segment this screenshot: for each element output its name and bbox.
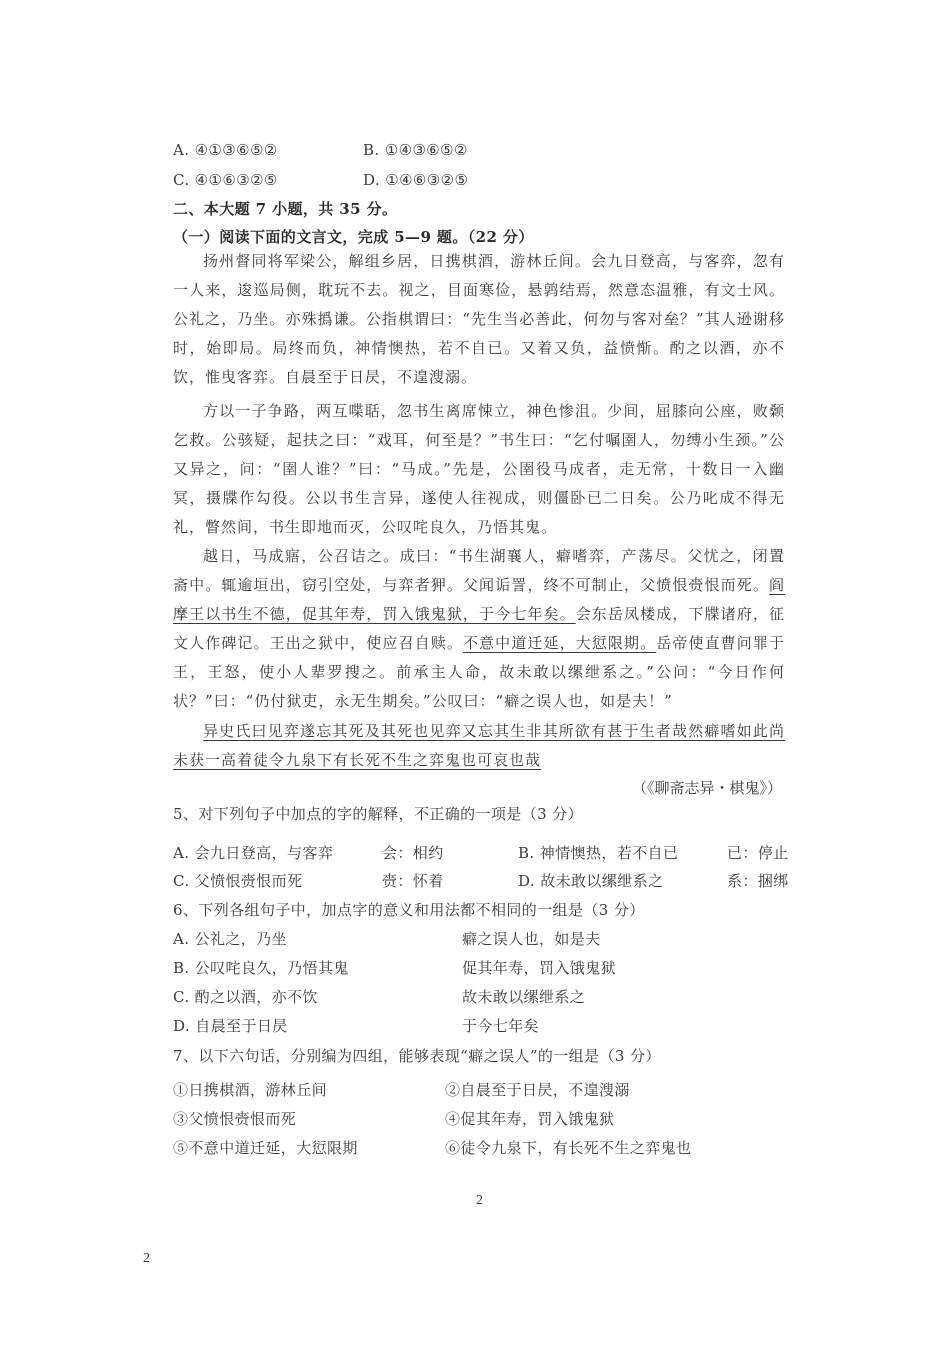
q7-item-2: ②自晨至于日昃，不遑溲溺 [445, 1081, 630, 1099]
footer-number: 2 [143, 1251, 150, 1266]
q6-option-d-right: 于今七年矣 [462, 1017, 540, 1035]
q7-item-3: ③父愤恨赍恨而死 [173, 1110, 297, 1128]
q6-option-a-right: 癖之误人也，如是夫 [462, 930, 601, 948]
passage-p3-text-a: 越日，马成寤，公召诘之。成曰：“书生湖襄人，癖嗜弈，产荡尽。父忧之，闭置斋中。辄逾垣出，窃引空处，与弈者狎。父闻诟詈，终不可制止，父愤恨赍恨而死。 [173, 547, 785, 594]
q6-option-c-right: 故未敢以缧绁系之 [462, 988, 586, 1006]
q5-option-a-sentence: A. 会九日登高，与客弈 [173, 844, 334, 862]
q6-option-c-left: C. 酌之以酒，亦不饮 [173, 988, 318, 1006]
section2-title: 二、本大题 7 小题，共 35 分。 [173, 200, 398, 218]
q6-option-a-left: A. 公礼之，乃坐 [173, 930, 287, 948]
q5-option-c-explanation: 赍：怀着 [382, 872, 444, 890]
q5-option-b-sentence: B. 神情懊热，若不自已 [518, 844, 679, 862]
q7-item-4: ④促其年寿，罚入饿鬼狱 [445, 1110, 615, 1128]
q6-stem: 6、下列各组句子中，加点字的意义和用法都不相同的一组是（3 分） [173, 901, 645, 919]
subsection1-title: （一）阅读下面的文言文，完成 5—9 题。（22 分） [173, 228, 534, 246]
q5-option-b-explanation: 已：停止 [727, 844, 789, 862]
q5-option-d-sentence: D. 故未敢以缧绁系之 [518, 872, 664, 890]
passage-p3-text-b: 会东岳凤楼成，下牒诸府，征文人作碑记。王出之狱中，使应召自赎。 [173, 605, 785, 652]
underlined-sentence-1: 阎摩王以书生不德，促其年寿，罚入饿鬼狱，于今七年矣。 [173, 576, 785, 623]
q7-item-6: ⑥徒令九泉下，有长死不生之弈鬼也 [445, 1139, 692, 1157]
passage-paragraph-4: 异史氏曰见弈遂忘其死及其死也见弈又忘其生非其所欲有甚于生者哉然癖嗜如此尚未获一高着徒令九泉下有长死不生之弈鬼也可哀也哉 [173, 722, 785, 769]
q5-option-c-sentence: C. 父愤恨赍恨而死 [173, 872, 303, 890]
passage-paragraph-2: 方以一子争路，两互喋聒，忽书生离席悚立，神色惨沮。少间，屈膝向公座，败颡乞救。公骇疑，起扶之曰：“戏耳，何至是？”书生曰：“乞付嘱圉人，勿缚小生颈。”公又异之，问：“圉人谁？”曰：“马成。”先是，公圉役马成者，走无常，十数日一入幽冥，摄牒作勾役。公以书生言异，遂使人往视成，则僵卧已二日矣。公乃叱成不得无礼，瞥然间，书生即地而灭，公叹咤良久，乃悟其鬼。 [173, 402, 785, 536]
q7-item-1: ①日携棋酒，游林丘间 [173, 1081, 328, 1099]
passage-paragraph-3 [173, 542, 785, 716]
q4-option-c: C. ④①⑥③②⑤ [173, 171, 278, 189]
q6-option-b-left: B. 公叹咤良久，乃悟其鬼 [173, 959, 349, 977]
passage-source: （《聊斋志异・棋鬼》） [631, 779, 782, 797]
underlined-sentence-2: 不意中道迁延，大愆限期。 [462, 634, 657, 652]
q5-stem: 5、对下列句子中加点的字的解释，不正确的一项是（3 分） [173, 805, 584, 823]
passage-paragraph-1: 扬州督同将军梁公，解组乡居，日携棋酒，游林丘间。会九日登高，与客弈，忽有一人来，逡巡局侧，耽玩不去。视之，目面寒俭，悬鹑结焉，然意态温雅，有文士风。公礼之，乃坐。亦殊撝谦。公指棋谓曰：“先生当必善此，何勿与客对垒？”其人逊谢移时，始即局。局终而负，神情懊热，若不自已。又着又负，益愤惭。酌之以酒，亦不饮，惟曳客弈。自晨至于日昃，不遑溲溺。 [173, 252, 785, 386]
q4-option-d: D. ①④⑥③②⑤ [363, 171, 469, 189]
passage-p3-text-c: 岳帝使直曹问罪于王，王怒，使小人辈罗搜之。前承主人命，故未敢以缧绁系之。”公问：“今日作何状？”曰：“仍付狱吏，永无生期矣。”公叹曰：“癖之误人也，如是夫！” [173, 634, 785, 710]
q4-option-b: B. ①④③⑥⑤② [363, 141, 468, 159]
q6-option-d-left: D. 自晨至于日昃 [173, 1017, 288, 1035]
q7-stem: 7、以下六句话，分别编为四组，能够表现“癖之误人”的一组是（3 分） [173, 1047, 661, 1065]
q4-option-a: A. ④①③⑥⑤② [173, 141, 278, 159]
q5-option-d-explanation: 系：捆绑 [727, 872, 789, 890]
q5-option-a-explanation: 会：相约 [382, 844, 444, 862]
page-number: 2 [476, 1193, 483, 1208]
q6-option-b-right: 促其年寿，罚入饿鬼狱 [462, 959, 617, 977]
q7-item-5: ⑤不意中道迁延，大愆限期 [173, 1139, 358, 1157]
